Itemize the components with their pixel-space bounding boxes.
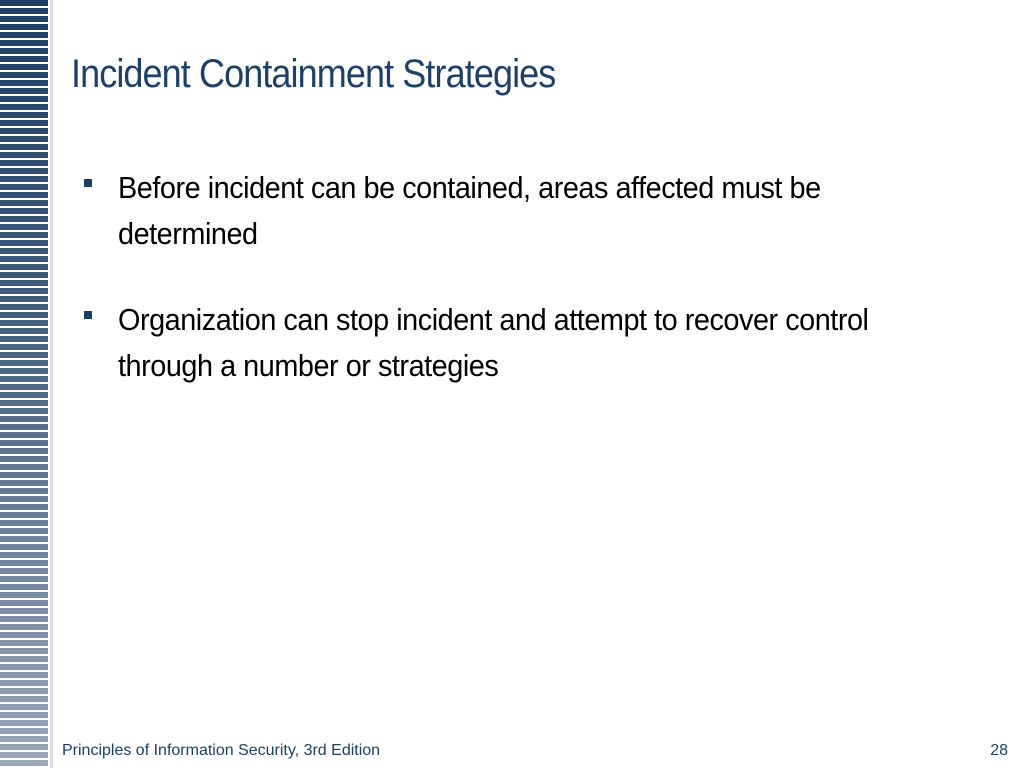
bullet-item	[84, 297, 984, 389]
slide-title: Incident Containment Strategies	[71, 52, 556, 96]
stripe-fade-overlay	[0, 0, 48, 768]
square-bullet-icon	[84, 179, 92, 187]
bullet-text: Before incident can be contained, areas affected must be determined	[118, 170, 821, 251]
bullet-item	[84, 165, 984, 257]
footer-book-title: Principles of Information Security, 3rd Edition	[62, 742, 381, 759]
bullet-text: Organization can stop incident and attempt to recover control through a number or strategies	[118, 302, 869, 383]
footer-page-number: 28	[990, 742, 1008, 759]
square-bullet-icon	[84, 311, 92, 319]
vertical-divider	[50, 0, 53, 768]
bullet-list	[84, 165, 984, 429]
